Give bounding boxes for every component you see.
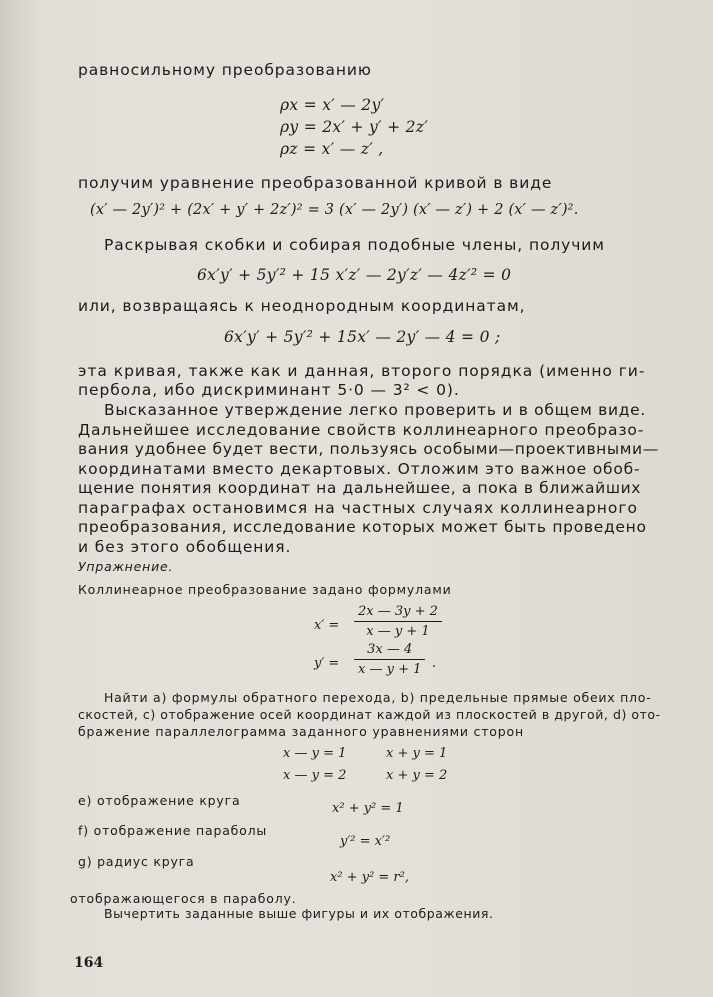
text-line: или, возвращаясь к неоднородным координатам, — [78, 297, 526, 315]
formula-y-lhs: y′ = — [314, 656, 340, 671]
text-line: эта кривая, также как и данная, второго порядка (именно ги- — [78, 362, 646, 380]
item-g-equation: x² + y² = r², — [330, 870, 409, 885]
parallelogram-side: x — y = 1 — [283, 746, 347, 761]
text-line: Раскрывая скобки и собирая подобные члены, получим — [104, 236, 605, 254]
equation-curve: (x′ — 2y′)² + (2x′ + y′ + 2z′)² = 3 (x′ — 2y′) (x′ — z′) + 2 (x′ — z′)². — [90, 202, 579, 218]
item-f-equation: y′² = x′² — [340, 834, 391, 849]
text-line: Дальнейшее исследование свойств коллинеарного преобразо- — [78, 421, 645, 439]
exercise-intro: Коллинеарное преобразование задано формулами — [78, 582, 452, 597]
equation-pz: ρz = x′ — z′ , — [280, 140, 384, 158]
equation-px: ρx = x′ — 2y′ — [280, 96, 385, 114]
parallelogram-side: x + y = 2 — [386, 768, 448, 783]
exercise-tail: Вычертить заданные выше фигуры и их отображения. — [104, 906, 494, 921]
formula-y-denominator: x — y + 1 — [358, 662, 422, 677]
exercise-tail: отображающегося в параболу. — [70, 891, 297, 906]
equation-homogeneous: 6x′y′ + 5y′² + 15 x′z′ — 2y′z′ — 4z′² = 0 — [197, 266, 512, 284]
text-line: координатами вместо декартовых. Отложим это важное обоб- — [78, 460, 641, 478]
item-f-label: f) отображение параболы — [78, 823, 268, 838]
parallelogram-side: x + y = 1 — [386, 746, 448, 761]
item-g-label: g) радиус круга — [78, 854, 195, 869]
text-line: параграфах остановимся на частных случаях коллинеарного — [78, 499, 639, 517]
parallelogram-side: x — y = 2 — [283, 768, 347, 783]
formula-x-fraction — [354, 604, 442, 639]
equation-py: ρy = 2x′ + y′ + 2z′ — [280, 118, 429, 136]
task-line: бражение параллелограмма заданного уравнениями сторон — [78, 724, 524, 739]
task-line: скостей, c) отображение осей координат каждой из плоскостей в другой, d) ото- — [78, 707, 661, 722]
text-line: Высказанное утверждение легко проверить и в общем виде. — [104, 401, 647, 419]
equation-inhomogeneous: 6x′y′ + 5y′² + 15x′ — 2y′ — 4 = 0 ; — [224, 328, 501, 346]
text-line: и без этого обобщения. — [78, 538, 292, 556]
formula-y-fraction — [354, 642, 425, 677]
formula-x-denominator: x — y + 1 — [366, 624, 430, 639]
formula-y-numerator: 3x — 4 — [354, 642, 425, 660]
formula-y-dot: . — [432, 656, 437, 671]
text-line: преобразования, исследование которых может быть проведено — [78, 518, 647, 536]
formula-x-numerator: 2x — 3y + 2 — [354, 604, 442, 622]
task-line: Найти a) формулы обратного перехода, b) предельные прямые обеих пло- — [104, 690, 652, 705]
formula-x-lhs: x′ = — [314, 618, 340, 633]
text-line: получим уравнение преобразованной кривой в виде — [78, 174, 553, 192]
page-number: 164 — [74, 955, 104, 971]
text-line: щение понятия координат на дальнейшее, а пока в ближайших — [78, 479, 642, 497]
text-line: пербола, ибо дискриминант 5·0 — 3² < 0). — [78, 381, 460, 399]
item-e-label: e) отображение круга — [78, 793, 241, 808]
exercise-heading: Упражнение. — [78, 559, 174, 574]
item-e-equation: x² + y² = 1 — [332, 801, 404, 816]
text-line: равносильному преобразованию — [78, 61, 372, 79]
text-line: вания удобнее будет вести, пользуясь особыми—проективными— — [78, 440, 659, 458]
